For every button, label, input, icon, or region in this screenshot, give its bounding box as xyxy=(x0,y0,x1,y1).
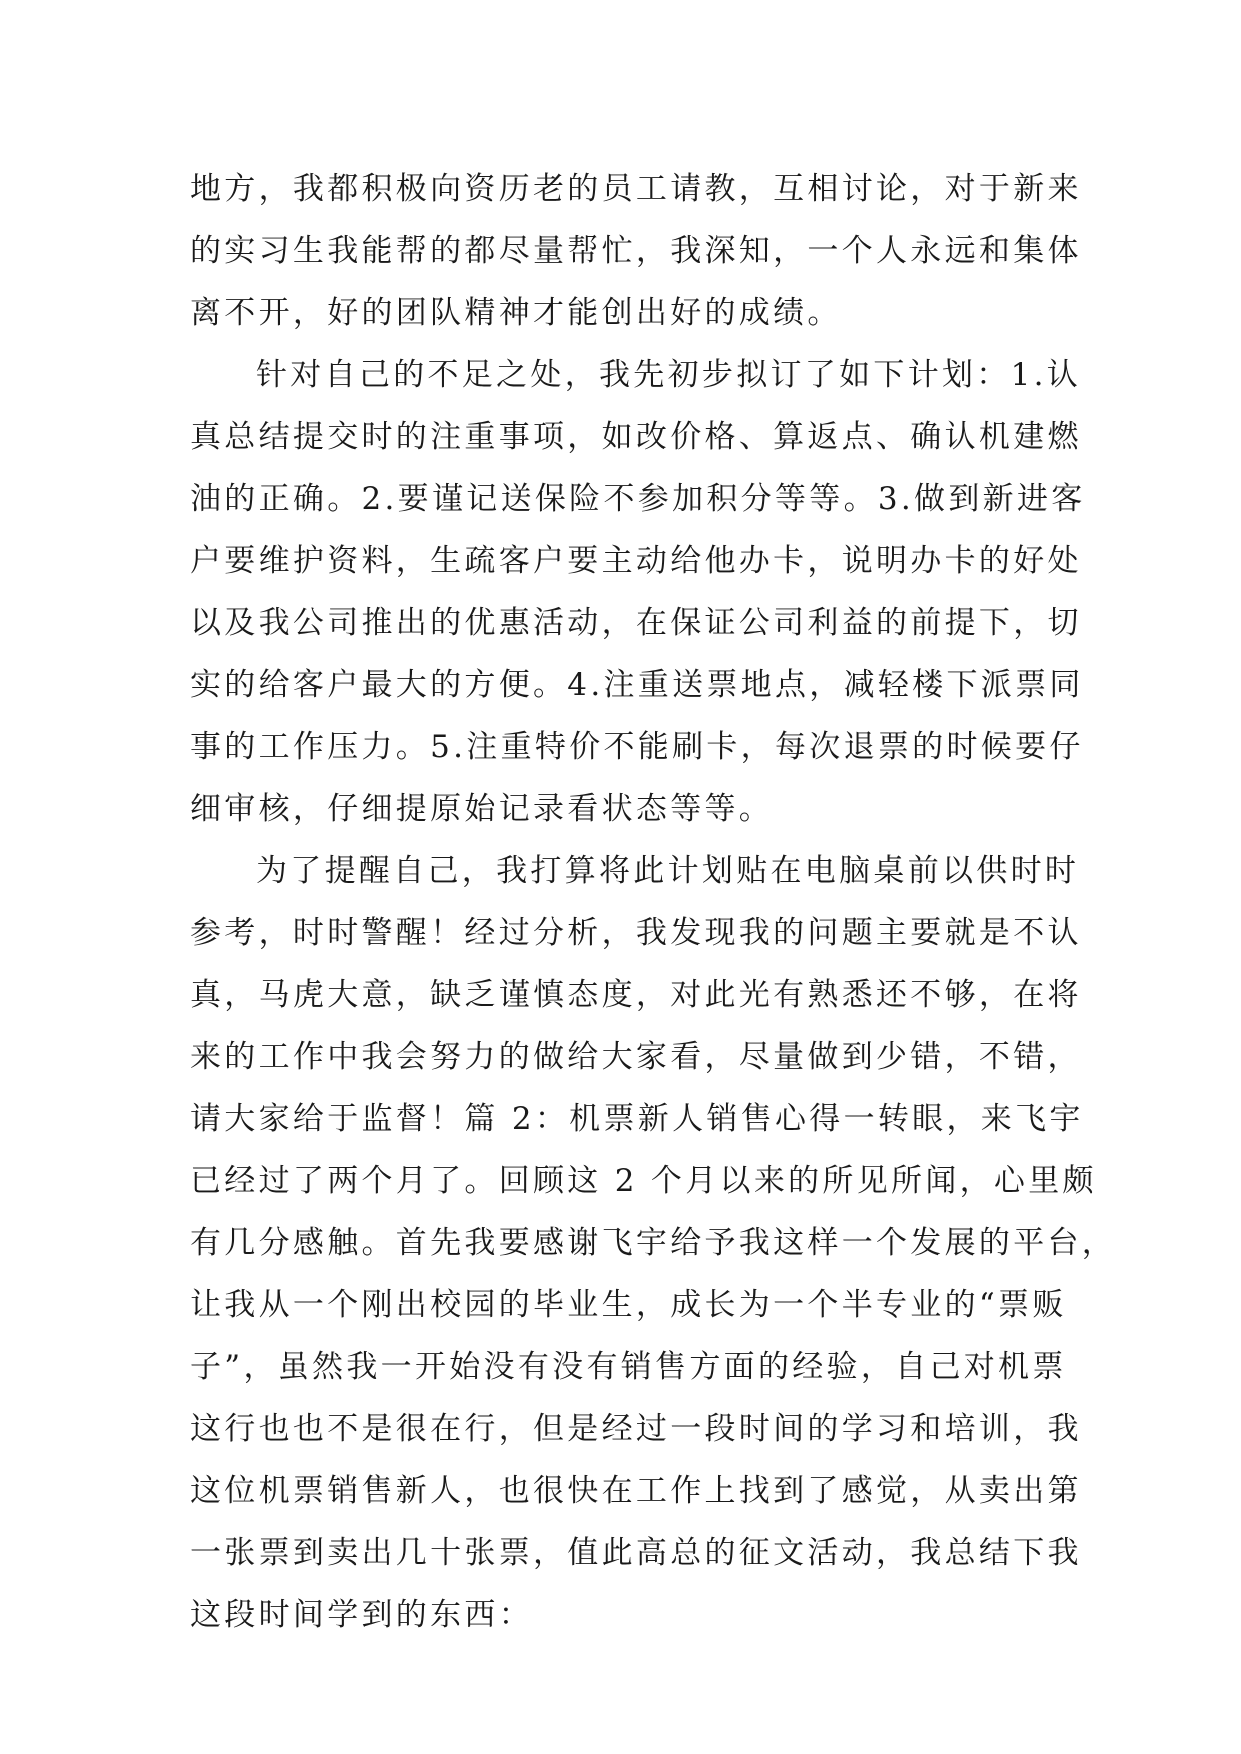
text-line: 请大家给于监督！篇 2：机票新人销售心得一转眼，来飞宇 xyxy=(190,1101,1084,1137)
text-line: 真总结提交时的注重事项，如改价格、算返点、确认机建燃 xyxy=(190,419,1082,455)
text-line: 真，马虎大意，缺乏谨慎态度，对此光有熟悉还不够，在将 xyxy=(190,977,1082,1013)
text-line: 以及我公司推出的优惠活动，在保证公司利益的前提下，切 xyxy=(190,605,1082,641)
text-line: 的实习生我能帮的都尽量帮忙，我深知，一个人永远和集体 xyxy=(190,233,1082,269)
text-line: 事的工作压力。5.注重特价不能刷卡，每次退票的时候要仔 xyxy=(190,729,1084,765)
text-line: 子”，虽然我一开始没有没有销售方面的经验，自己对机票 xyxy=(190,1349,1067,1385)
text-line: 油的正确。2.要谨记送保险不参加积分等等。3.做到新进客 xyxy=(190,481,1086,517)
text-line: 户要维护资料，生疏客户要主动给他办卡，说明办卡的好处 xyxy=(190,543,1082,579)
text-line: 这段时间学到的东西： xyxy=(190,1597,533,1633)
text-line: 来的工作中我会努力的做给大家看，尽量做到少错，不错， xyxy=(190,1039,1082,1075)
text-line: 一张票到卖出几十张票，值此高总的征文活动，我总结下我 xyxy=(190,1535,1082,1571)
text-line: 离不开，好的团队精神才能创出好的成绩。 xyxy=(190,295,842,331)
text-line: 参考，时时警醒！经过分析，我发现我的问题主要就是不认 xyxy=(190,915,1082,951)
text-line: 这位机票销售新人，也很快在工作上找到了感觉，从卖出第 xyxy=(190,1473,1082,1509)
text-line: 让我从一个刚出校园的毕业生，成长为一个半专业的“票贩 xyxy=(190,1287,1067,1323)
text-line: 细审核，仔细提原始记录看状态等等。 xyxy=(190,791,774,827)
document-body xyxy=(190,158,1117,1646)
paragraph-first-line: 为了提醒自己，我打算将此计划贴在电脑桌前以供时时 xyxy=(256,853,1080,889)
text-line: 已经过了两个月了。回顾这 2 个月以来的所见所闻，心里颇 xyxy=(190,1163,1097,1199)
paragraph-first-line: 针对自己的不足之处，我先初步拟订了如下计划：1.认 xyxy=(256,357,1082,393)
text-line: 有几分感触。首先我要感谢飞宇给予我这样一个发展的平台， xyxy=(190,1225,1117,1261)
text-line: 实的给客户最大的方便。4.注重送票地点，减轻楼下派票同 xyxy=(190,667,1084,703)
text-line: 这行也也不是很在行，但是经过一段时间的学习和培训，我 xyxy=(190,1411,1082,1447)
text-line: 地方，我都积极向资历老的员工请教，互相讨论，对于新来 xyxy=(190,171,1082,207)
